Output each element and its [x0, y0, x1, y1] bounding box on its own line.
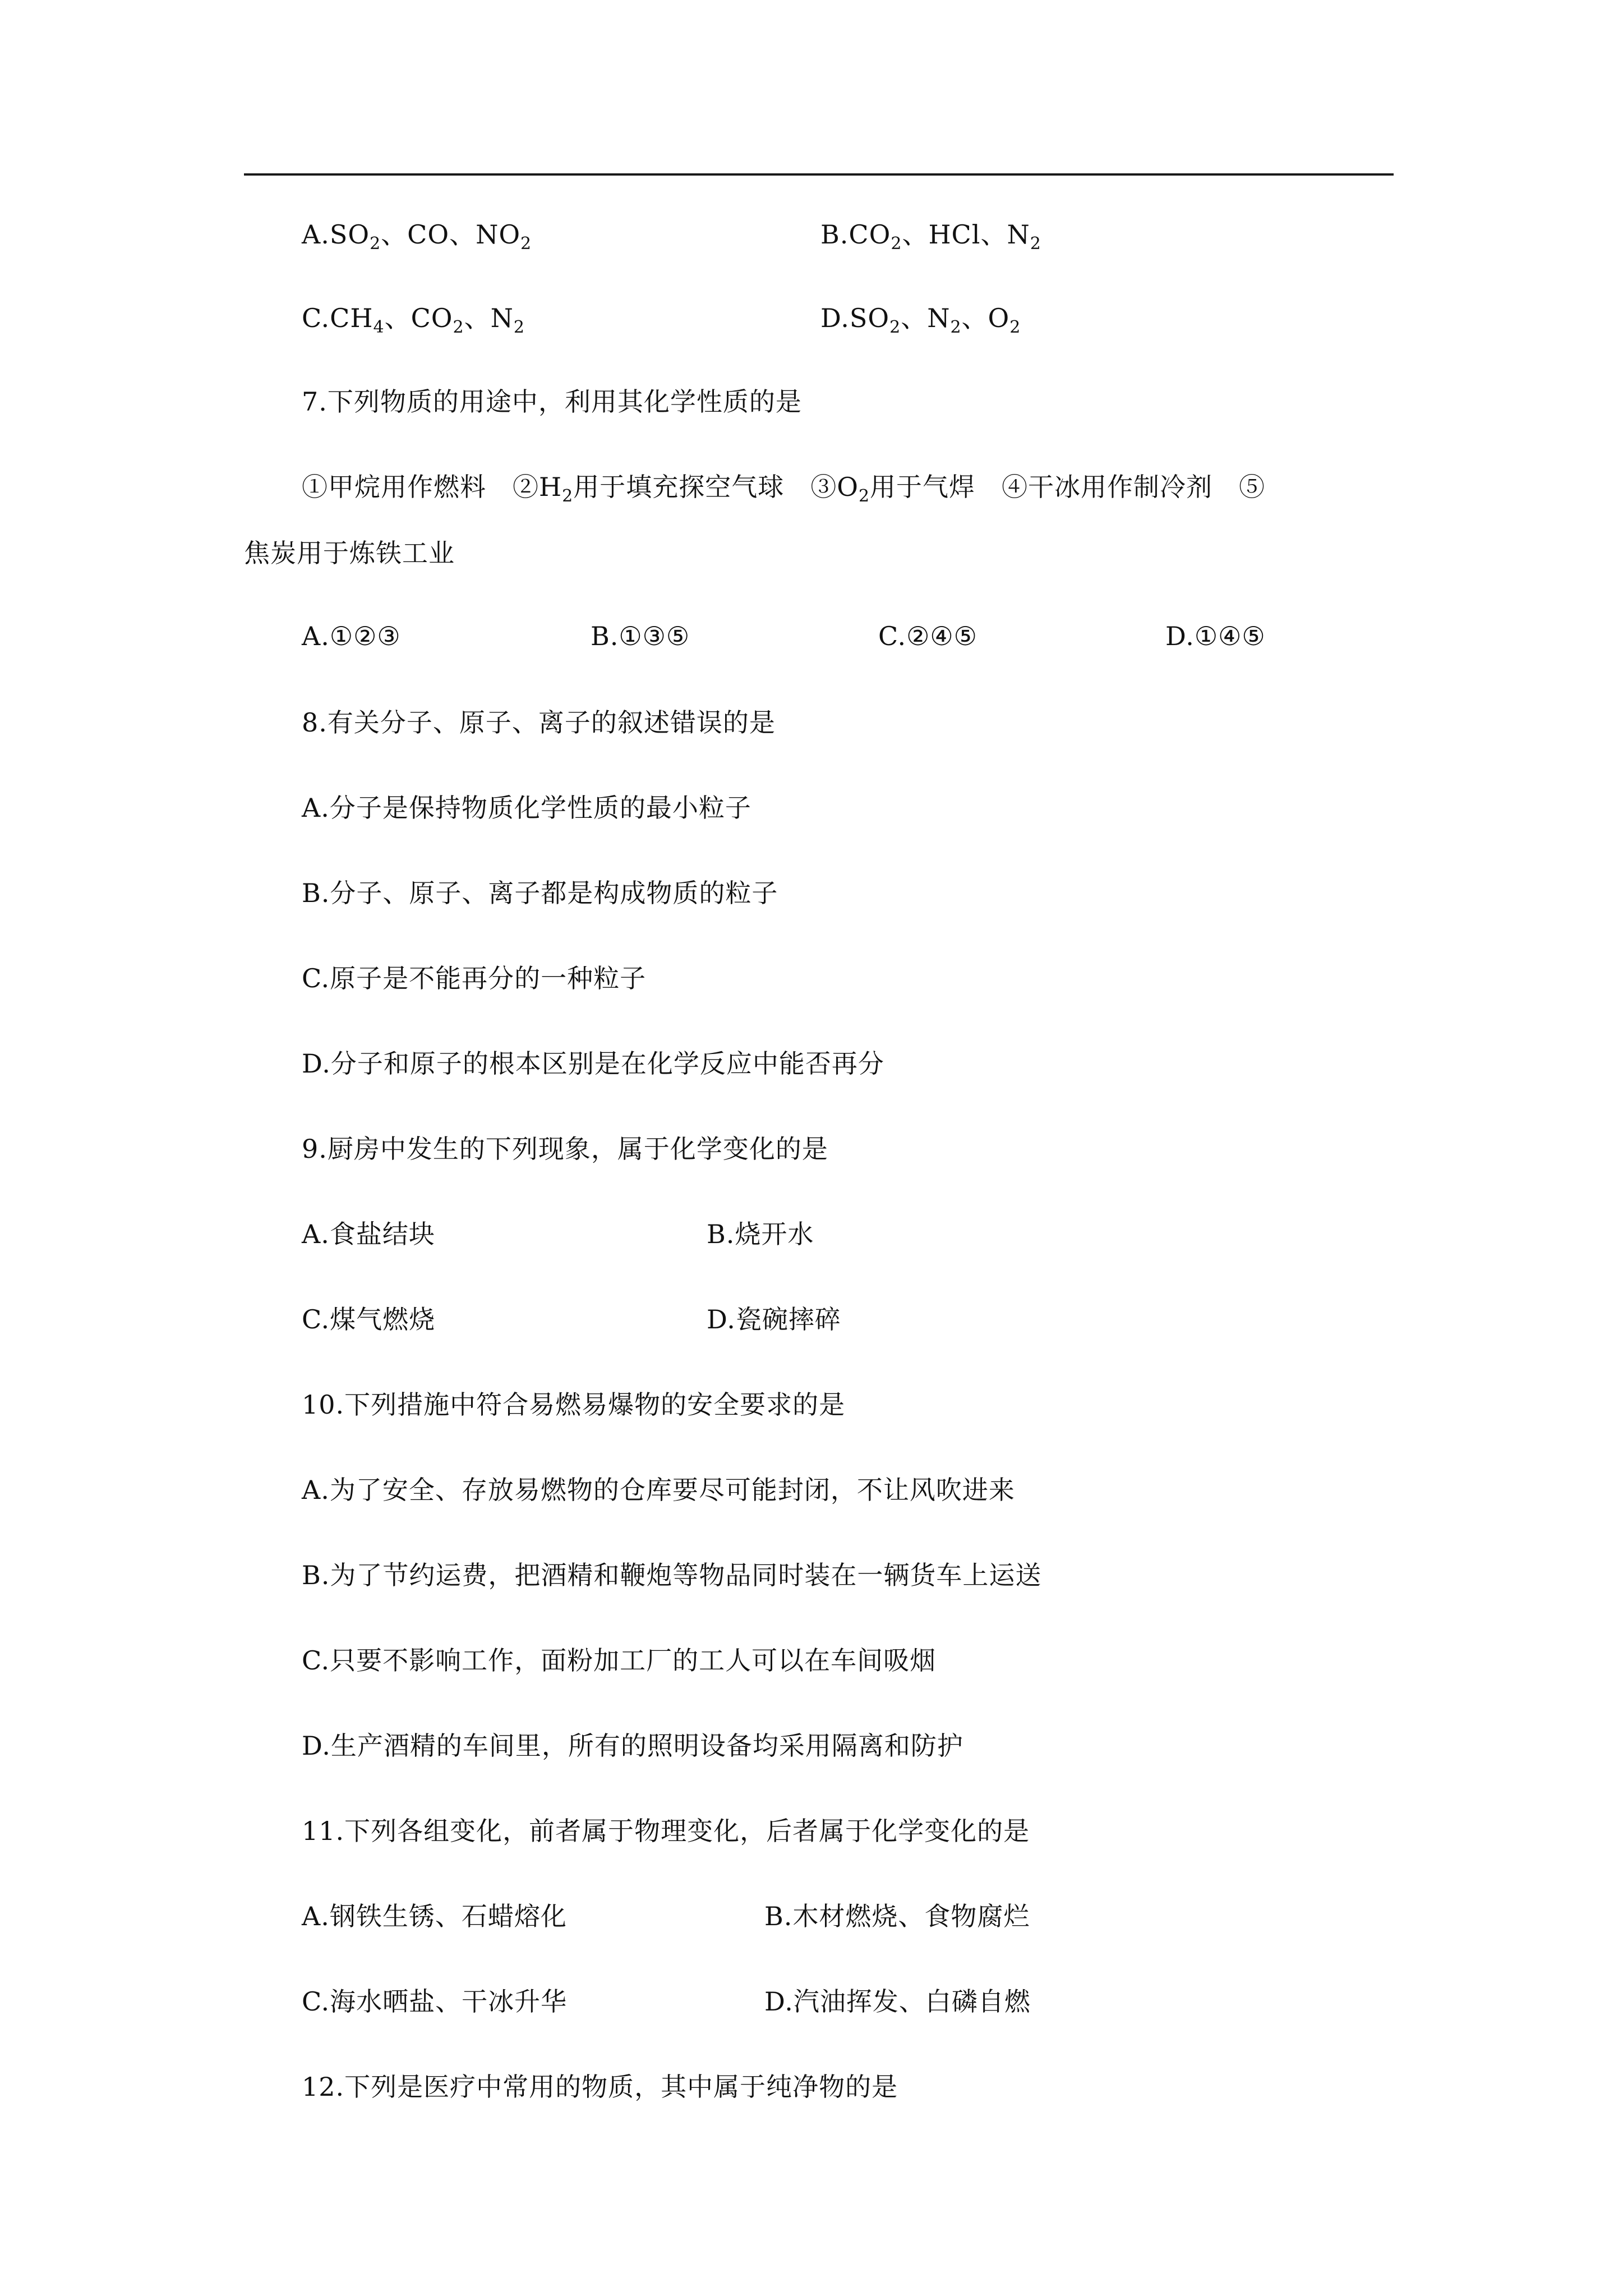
- q11-option-b: B.木材燃烧、食物腐烂: [764, 1901, 1030, 1931]
- q9-option-c: C.煤气燃烧: [302, 1304, 436, 1335]
- q7-items-line1: ①甲烷用作燃料 $②H_2$用于填充探空气球 $③O_2$用于气焊 ④干冰用作制冷剂 ⑤: [302, 472, 1266, 506]
- q6-option-a: $A.SO_2$、CO、$NO_2$: [302, 219, 532, 254]
- q8-option-b: B.分子、原子、离子都是构成物质的粒子: [302, 878, 778, 908]
- q11-option-a: A.钢铁生锈、石蜡熔化: [302, 1901, 567, 1931]
- q6-option-d: $D.SO_2$、$N_2$、$O_2$: [820, 303, 1021, 337]
- q8-stem: 8.有关分子、原子、离子的叙述错误的是: [302, 707, 776, 738]
- q10-option-a: A.为了安全、存放易燃物的仓库要尽可能封闭，不让风吹进来: [302, 1475, 1015, 1505]
- q11-option-c: C.海水晒盐、干冰升华: [302, 1986, 568, 2017]
- q6-option-c: $C.CH_4$、$CO_2$、$N_2$: [302, 303, 525, 337]
- q11-stem: 11.下列各组变化，前者属于物理变化，后者属于化学变化的是: [302, 1816, 1030, 1846]
- q7-items-line2: 焦炭用于炼铁工业: [244, 538, 455, 568]
- q10-option-b: B.为了节约运费，把酒精和鞭炮等物品同时装在一辆货车上运送: [302, 1560, 1042, 1590]
- header-rule: [244, 173, 1394, 176]
- q10-option-d: D.生产酒精的车间里，所有的照明设备均采用隔离和防护: [302, 1731, 963, 1761]
- q10-option-c: C.只要不影响工作，面粉加工厂的工人可以在车间吸烟: [302, 1645, 937, 1676]
- q12-stem: 12.下列是医疗中常用的物质，其中属于纯净物的是: [302, 2072, 898, 2102]
- q9-option-d: D.瓷碗摔碎: [707, 1304, 841, 1335]
- q7-stem: 7.下列物质的用途中，利用其化学性质的是: [302, 386, 802, 417]
- q9-option-b: B.烧开水: [707, 1219, 814, 1249]
- q6-option-b: $B.CO_2$、HCl、$N_2$: [820, 219, 1041, 254]
- q8-option-d: D.分子和原子的根本区别是在化学反应中能否再分: [302, 1048, 884, 1079]
- q9-option-a: A.食盐结块: [302, 1219, 435, 1249]
- q8-option-c: C.原子是不能再分的一种粒子: [302, 963, 647, 993]
- q7-option-d: D.①④⑤: [1165, 621, 1266, 651]
- q7-option-b: B.①③⑤: [591, 621, 690, 651]
- q7-option-a: A.①②③: [302, 621, 401, 651]
- q7-option-c: C.②④⑤: [878, 621, 978, 651]
- q8-option-a: A.分子是保持物质化学性质的最小粒子: [302, 793, 751, 823]
- q11-option-d: D.汽油挥发、白磷自燃: [764, 1986, 1031, 2017]
- q9-stem: 9.厨房中发生的下列现象，属于化学变化的是: [302, 1134, 828, 1164]
- q10-stem: 10.下列措施中符合易燃易爆物的安全要求的是: [302, 1389, 846, 1420]
